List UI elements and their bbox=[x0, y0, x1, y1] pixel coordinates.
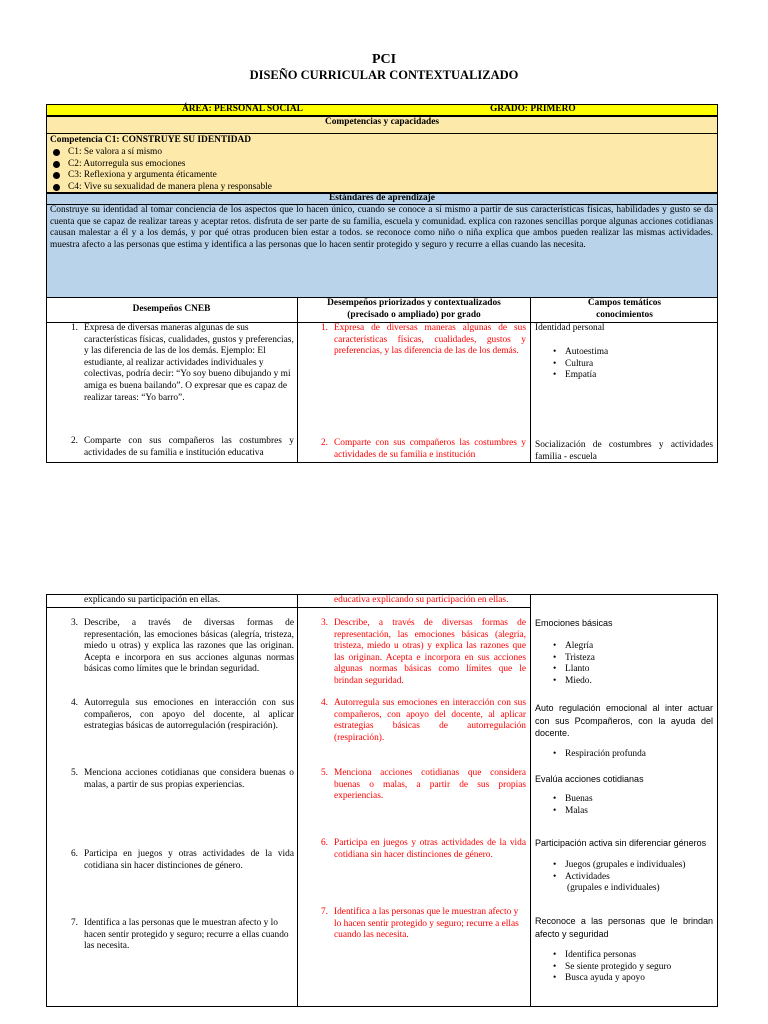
document-subtitle: DISEÑO CURRICULAR CONTEXTUALIZADO bbox=[249, 68, 519, 82]
campo-bullet: • Buenas bbox=[535, 794, 593, 806]
campo-bullet: • Cultura bbox=[535, 359, 608, 371]
capacidad-item: C1: Se valora a sí mismo bbox=[50, 147, 272, 159]
bullet-icon bbox=[53, 161, 60, 168]
campo-1-title: Identidad personal bbox=[535, 323, 605, 333]
estandares-text: Construye su identidad al tomar conciencia de los aspectos que lo hacen único, cuando se conoce a sí mismo a partir de sus características físicas, habilidades y gusto se da cuenta que se capaz de realizar tareas y aceptar retos. disfruta de ser parte de su familia, escuela y comunidad. explica con razones sencillas porque algunas acciones cotidianas causan malestar a él y a los demás, y por qué otras producen bien estar a todos. se reconoce como niño o niña explica que ambos pueden realizar las mismas actividades. muestra afecto a las personas que estima y identifica a las personas que lo hacen sentir protegido y seguro y recurre a ellas cuando las necesita. bbox=[50, 205, 713, 250]
cneb-continuation: explicando su participación en ellas. bbox=[84, 595, 221, 605]
campo-3-title: Emociones básicas bbox=[535, 618, 613, 628]
grado-label: GRADO: PRIMERO bbox=[490, 104, 576, 114]
column-header-priorizados-1: Desempeños priorizados y contextualizados bbox=[327, 298, 501, 308]
col-divider-2 bbox=[530, 297, 531, 463]
priorizado-continuation: educativa explicando su participación en ellas. bbox=[334, 595, 509, 605]
campo-6-extra: (grupales e individuales) bbox=[567, 883, 660, 893]
campo-6-title: Participación activa sin diferenciar géneros bbox=[535, 838, 707, 848]
campo-bullet: • Llanto bbox=[535, 664, 595, 676]
capacidades-list bbox=[50, 147, 272, 193]
campo-bullet: • Empatía bbox=[535, 370, 608, 382]
campo-bullet: • Autoestima bbox=[535, 347, 608, 359]
capacidad-item: C4: Vive su sexualidad de manera plena y responsable bbox=[50, 182, 272, 194]
campo-2-title: Socialización de costumbres y actividades familia - escuela bbox=[535, 440, 713, 462]
campo-bullet: • Busca ayuda y apoyo bbox=[535, 973, 671, 985]
area-grado-row bbox=[46, 104, 718, 116]
campo-bullet: • Identifica personas bbox=[535, 950, 671, 962]
col2-divider-1 bbox=[297, 594, 298, 1007]
campo-bullet: • Juegos (grupales e individuales) bbox=[535, 860, 686, 872]
campo-bullet: • Alegría bbox=[535, 641, 595, 653]
campo-bullet: • Respiración profunda bbox=[535, 749, 646, 761]
column-header-priorizados-2: (precisado o ampliado) por grado bbox=[347, 310, 481, 320]
estandares-heading: Estándares de aprendizaje bbox=[46, 193, 718, 205]
campo-bullet: • Actividades bbox=[535, 872, 686, 884]
capacidad-item: C3: Reflexiona y argumenta éticamente bbox=[50, 170, 272, 182]
cont-row-divider bbox=[46, 607, 530, 608]
competencias-heading: Competencias y capacidades bbox=[46, 116, 718, 134]
column-header-cneb: Desempeños CNEB bbox=[132, 304, 211, 314]
col-divider-1 bbox=[297, 297, 298, 463]
col2-divider-2 bbox=[530, 594, 531, 1007]
competencia-title: Competencia C1: CONSTRUYE SU IDENTIDAD bbox=[50, 135, 252, 145]
document-title: PCI bbox=[371, 52, 397, 67]
campo-4-list bbox=[535, 749, 646, 761]
campo-bullet: • Miedo. bbox=[535, 676, 595, 688]
bullet-icon bbox=[53, 172, 60, 179]
table-bottom-border bbox=[46, 462, 718, 463]
area-label: ÁREA: PERSONAL SOCIAL bbox=[182, 104, 303, 114]
campo-7-title: Reconoce a las personas que le brindan afecto y seguridad bbox=[535, 916, 713, 939]
campo-bullet: • Malas bbox=[535, 806, 593, 818]
campo-6-list bbox=[535, 860, 686, 883]
campo-5-list bbox=[535, 794, 593, 817]
bullet-icon bbox=[53, 149, 60, 156]
campo-4-title: Auto regulación emocional al inter actuar con sus Pcompañeros, con la ayuda del docente. bbox=[535, 703, 713, 738]
campo-7-list bbox=[535, 950, 671, 985]
column-header-campos-2: conocimientos bbox=[596, 310, 653, 320]
column-header-campos-1: Campos temáticos bbox=[587, 298, 662, 308]
campo-bullet: • Se siente protegido y seguro bbox=[535, 962, 671, 974]
campo-3-list bbox=[535, 641, 595, 687]
campo-5-title: Evalúa acciones cotidianas bbox=[535, 774, 644, 784]
campo-1-list bbox=[535, 347, 608, 382]
bullet-icon bbox=[53, 184, 60, 191]
campo-bullet: • Tristeza bbox=[535, 653, 595, 665]
capacidad-item: C2: Autorregula sus emociones bbox=[50, 159, 272, 171]
